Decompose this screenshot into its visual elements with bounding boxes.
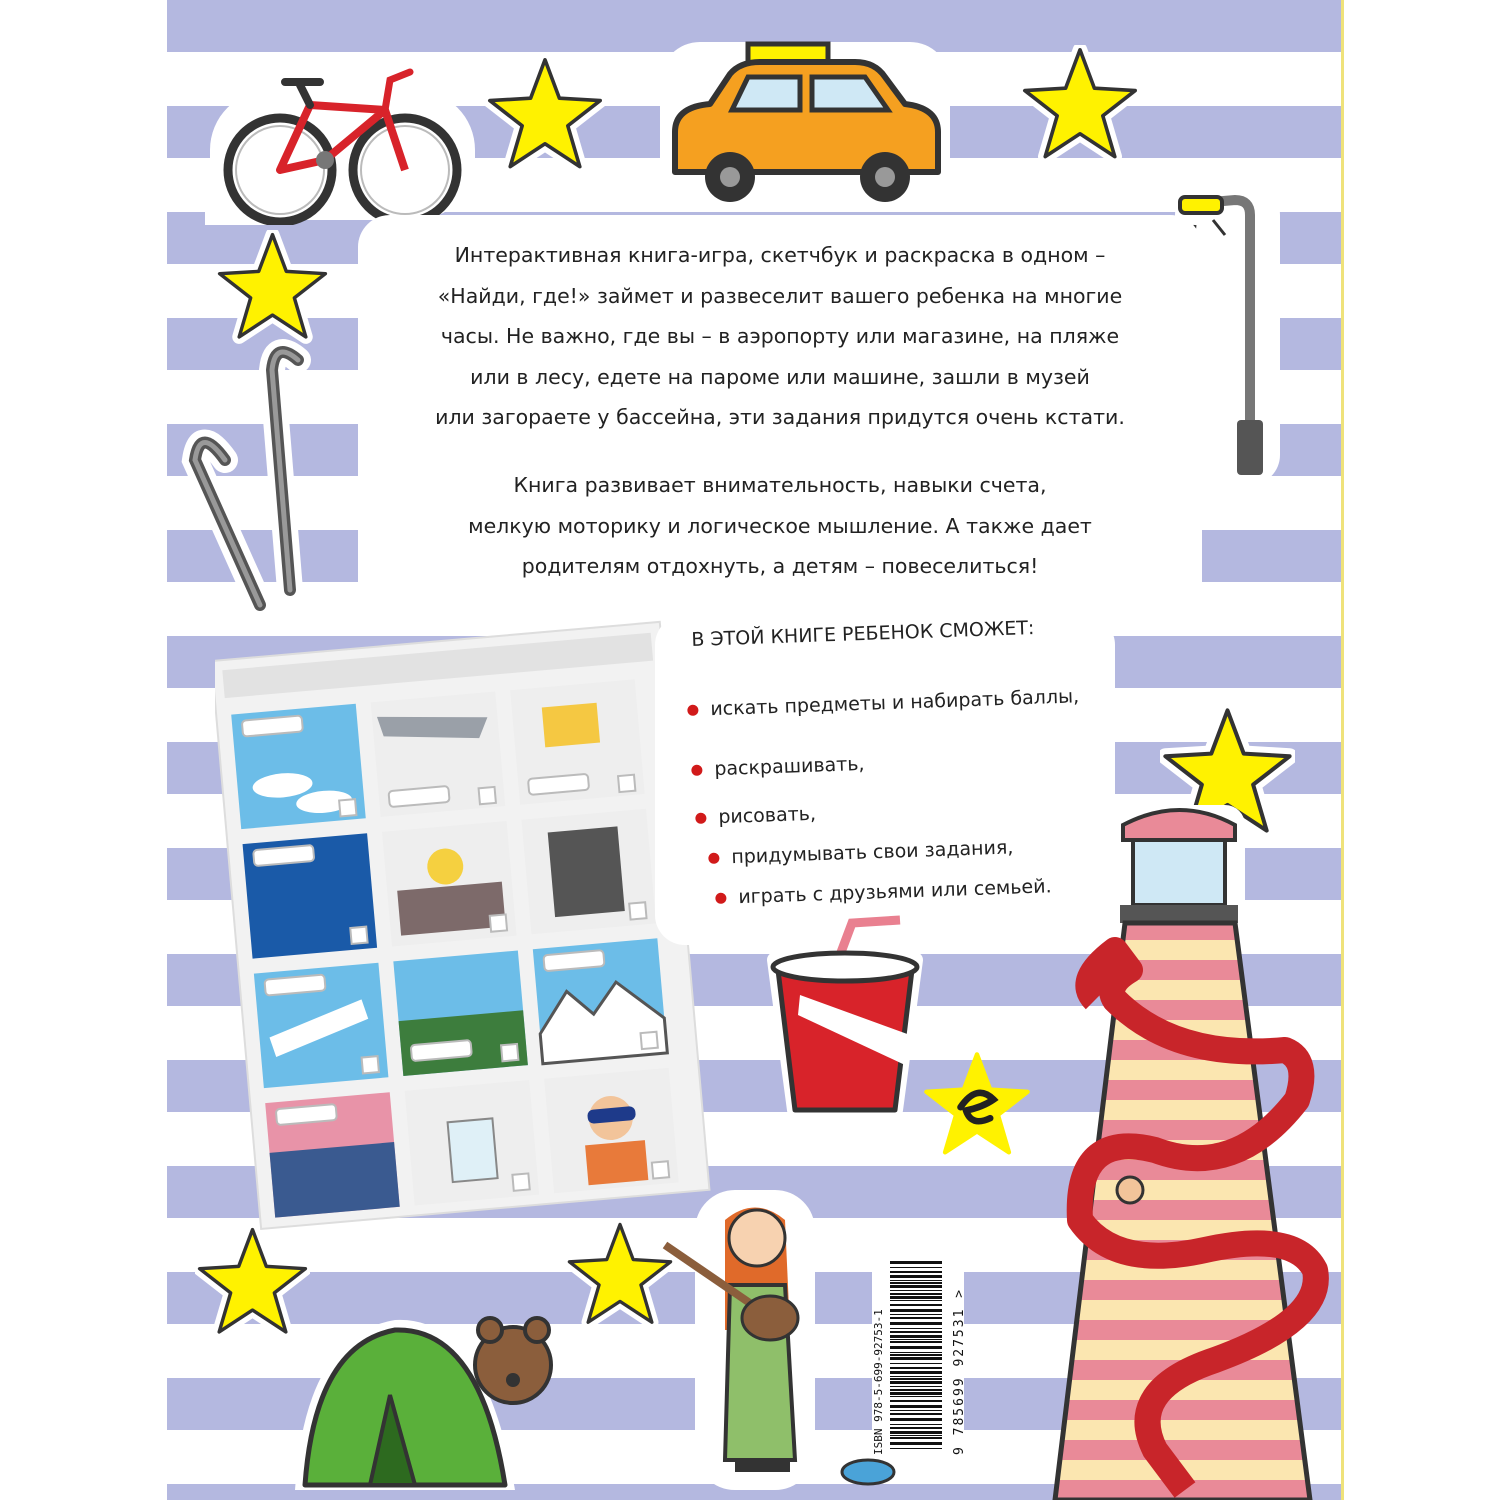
description-panel <box>358 215 1202 627</box>
description-line: часы. Не важно, где вы – в аэропорту или магазине, на пляже <box>440 324 1120 348</box>
taxi-car-sticker <box>660 32 950 207</box>
description-line: Интерактивная книга-игра, скетчбук и раскраска в одном – <box>454 243 1106 267</box>
bicycle-sticker <box>205 60 480 225</box>
isbn-barcode <box>872 1255 967 1455</box>
sample-page-preview <box>215 600 715 1240</box>
description-line: мелкую моторику и логическое мышление. А также дает <box>468 513 1092 538</box>
barcode-bars <box>890 1255 942 1455</box>
bullet-icon <box>715 893 726 904</box>
feature-text: искать предметы и набирать баллы, <box>709 685 1080 721</box>
description-line: родителям отдохнуть, а детям – повеселиться! <box>521 554 1039 578</box>
bullet-icon <box>691 765 702 776</box>
feature-list-item <box>687 685 1079 721</box>
star-sticker <box>485 55 605 175</box>
bullet-icon <box>687 705 698 716</box>
description-line: Книга развивает внимательность, навыки счета, <box>513 473 1047 497</box>
description-line: или загораете у бассейна, эти задания придутся очень кстати. <box>435 405 1125 429</box>
description-line: или в лесу, едете на пароме или машине, зашли в музей <box>470 364 1090 389</box>
feature-list-item <box>715 875 1052 909</box>
lighthouse-slide-sticker <box>1035 800 1340 1500</box>
tent-peg-sticker <box>180 330 330 620</box>
soda-cup-sticker <box>760 915 930 1120</box>
spine-fold-line <box>1341 0 1344 1500</box>
hat-sticker <box>838 1450 898 1490</box>
eksmo-logo <box>922 1050 1032 1160</box>
tent-bear-sticker <box>285 1275 565 1500</box>
star-sticker <box>215 230 330 345</box>
bullet-icon <box>708 853 719 864</box>
isbn-number: ISBN 978-5-699-92753-1 <box>872 1309 885 1455</box>
feature-text: играть с друзьями или семьей. <box>737 875 1052 909</box>
star-sticker <box>1020 45 1140 165</box>
feature-list-item <box>691 753 865 781</box>
feature-text: раскрашивать, <box>713 752 865 781</box>
feature-text: придумывать свои задания, <box>730 836 1014 869</box>
bullet-icon <box>695 813 706 824</box>
barcode-digits: 9 785699 927531 > <box>952 1287 967 1455</box>
feature-list-item <box>695 803 816 829</box>
description-line: «Найди, где!» займет и развеселит вашего ребенка на многие <box>437 283 1123 308</box>
girl-guitar-sticker <box>645 1190 830 1500</box>
feature-text: рисовать, <box>717 802 817 829</box>
features-heading: В ЭТОЙ КНИГЕ РЕБЕНОК СМОЖЕТ: <box>691 617 1035 651</box>
description-paragraph-1 <box>358 235 1202 438</box>
feature-list-item <box>708 836 1014 869</box>
description-paragraph-2 <box>358 465 1202 587</box>
